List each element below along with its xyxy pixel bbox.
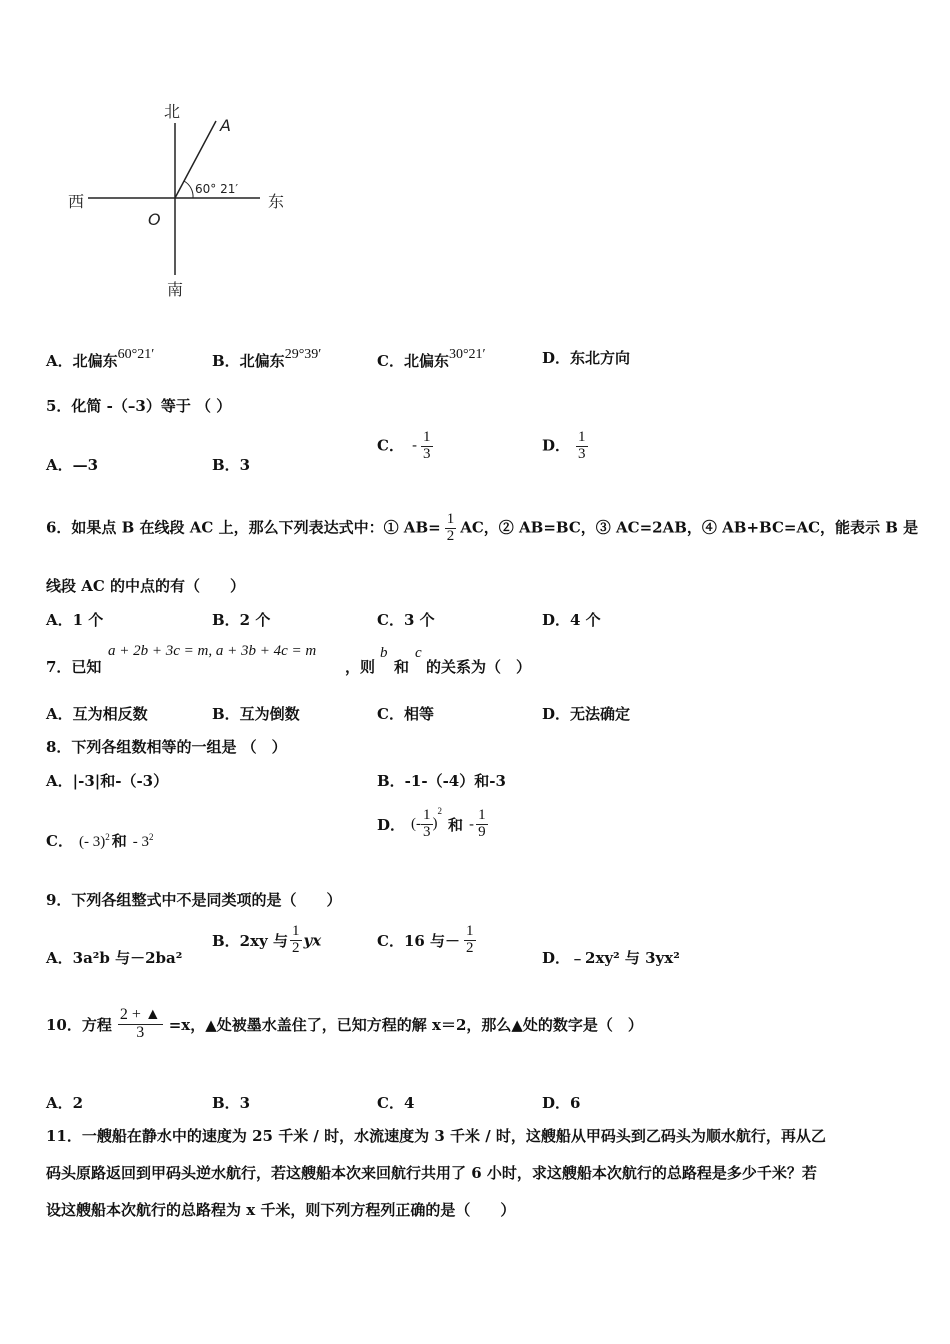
q10-option-d[interactable]: D．6: [542, 1094, 581, 1112]
q4-option-a[interactable]: A．北偏东$^{60^\circ 21'}$: [46, 347, 155, 370]
q6-option-b[interactable]: B．2 个: [212, 611, 271, 629]
north-label: 北: [164, 102, 181, 121]
q4-option-b[interactable]: B．北偏东$^{29^\circ 39'}$: [212, 347, 322, 370]
q6-stem: 6．如果点 B 在线段 AC 上，那么下列表达式中：① AB= $\frac{1}{2}$ AC，② AB=BC，③ AC=2AB，④ AB+BC=AC，能表示 B 是: [46, 511, 919, 544]
q10-option-b[interactable]: B．3: [212, 1094, 251, 1112]
q8-option-a[interactable]: A．|-3|和-（-3）: [46, 772, 169, 790]
q11-line3: 设这艘船本次航行的总路程为 x 千米，则下列方程列正确的是（ ）: [46, 1201, 516, 1219]
q6-option-c[interactable]: C．3 个: [377, 611, 435, 629]
q9-option-b[interactable]: B．2xy 与 $\frac{1}{2}$ yx: [212, 923, 322, 956]
q10-option-c[interactable]: C．4: [377, 1094, 415, 1112]
angle-label: 60° 21′: [195, 182, 239, 196]
q5-option-c[interactable]: C． - $\frac{1}{3}$: [377, 429, 431, 462]
q8-option-d[interactable]: D． (- $\frac{1}{3}$ )$^2$和 - $\frac{1}{9}$: [377, 806, 486, 840]
point-a-label: A: [220, 116, 231, 135]
q6-option-a[interactable]: A．1 个: [46, 611, 104, 629]
q4-option-c[interactable]: C．北偏东$^{30^\circ 21'}$: [377, 347, 486, 370]
q7-mid1: ，则: [345, 658, 376, 676]
q5-option-a[interactable]: A．—3: [46, 456, 99, 474]
q7-option-b[interactable]: B．互为倒数: [212, 705, 300, 723]
west-label: 西: [68, 192, 85, 211]
q7-formula: a + 2b + 3c = m, a + 3b + 4c = m: [108, 643, 317, 659]
q5-stem: 5．化简 -（–3）等于 （ ）: [46, 397, 232, 415]
q9-option-c[interactable]: C．16 与－ $\frac{1}{2}$: [377, 923, 474, 956]
q11-line2: 码头原路返回到甲码头逆水航行，若这艘船本次来回航行共用了 6 小时，求这艘船本次航行的总路程是多少千米？若: [46, 1164, 817, 1182]
origin-label: O: [148, 210, 161, 229]
q10-option-a[interactable]: A．2: [46, 1094, 84, 1112]
q8-option-c[interactable]: C． (- 3)$^2$ 和 - $3^2$: [46, 832, 154, 850]
q8-stem: 8．下列各组数相等的一组是 （ ）: [46, 738, 287, 756]
q7-stem-pre: 7．已知: [46, 658, 102, 676]
q6-option-d[interactable]: D．4 个: [542, 611, 601, 629]
south-label: 南: [167, 280, 184, 299]
q7-option-c[interactable]: C．相等: [377, 705, 434, 723]
q6-stem-line2: 线段 AC 的中点的有（ ）: [46, 577, 246, 595]
q5-option-d[interactable]: D． $\frac{1}{3}$: [542, 429, 586, 462]
q9-option-d[interactable]: D．﹣2xy² 与 3yx²: [542, 949, 680, 967]
q7-stem-post: 的关系为（ ）: [426, 658, 532, 676]
compass-diagram: [60, 95, 310, 305]
q7-mid2: 和: [394, 658, 410, 676]
q10-stem: 10．方程 $\frac{2 + ▲}{3}$ =x，▲处被墨水盖住了，已知方程的解 x＝2，那么▲处的数字是（ ）: [46, 1006, 643, 1041]
q7-var-c: c: [415, 645, 422, 661]
q8-option-b[interactable]: B．-1-（-4）和-3: [377, 772, 506, 790]
q9-option-a[interactable]: A．3a²b 与－2ba²: [46, 949, 183, 967]
q7-option-d[interactable]: D．无法确定: [542, 705, 631, 723]
q11-line1: 11．一艘船在静水中的速度为 25 千米 / 时，水流速度为 3 千米 / 时，这艘船从甲码头到乙码头为顺水航行，再从乙: [46, 1127, 826, 1145]
east-label: 东: [268, 192, 285, 211]
q7-option-a[interactable]: A．互为相反数: [46, 705, 148, 723]
q5-option-b[interactable]: B．3: [212, 456, 251, 474]
q7-var-b: b: [380, 645, 388, 661]
q4-option-d[interactable]: D．东北方向: [542, 349, 631, 367]
q9-stem: 9．下列各组整式中不是同类项的是（ ）: [46, 891, 342, 909]
